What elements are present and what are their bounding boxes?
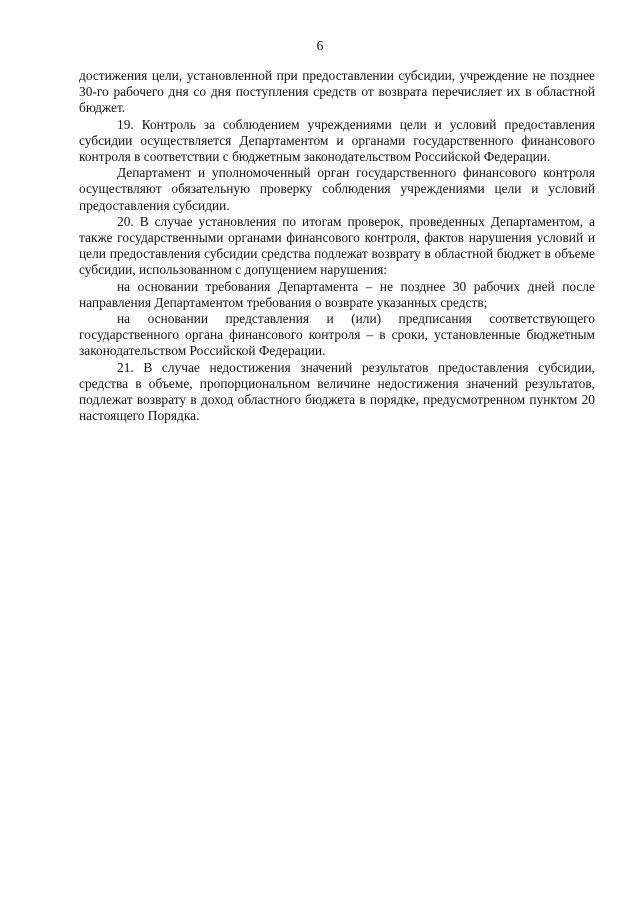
page-number: 6 — [316, 38, 324, 53]
paragraph-19: 19. Контроль за соблюдением учреждениями цели и условий предоставления субсидии осуществляется Департаментом и органами государственного финансового контроля в соответствии с бюджетным законодательством Российской Федерации. — [79, 116, 595, 165]
paragraph-20-requirement: на основании требования Департамента – не позднее 30 рабочих дней после направления Департаментом требования о возврате указанных средств; — [79, 278, 595, 310]
paragraph-21: 21. В случае недостижения значений результатов предоставления субсидии, средства в объеме, пропорциональном величине недостижения значений результатов, подлежат возврату в доход областного бюджета в порядке, предусмотренном пунктом 20 настоящего Порядка. — [79, 359, 595, 424]
paragraph-continuation: достижения цели, установленной при предоставлении субсидии, учреждение не позднее 30-го рабочего дня со дня поступления средств от возврата перечисляет их в областной бюджет. — [79, 68, 595, 116]
paragraph-20: 20. В случае установления по итогам проверок, проведенных Департаментом, а также государственными органами финансового контроля, фактов нарушения условий и цели предоставления субсидии средства подлежат возврату в областной бюджет в объеме субсидии, использованном с допущением нарушения: — [79, 213, 595, 278]
document-body — [79, 68, 595, 424]
paragraph-20-representation: на основании представления и (или) предписания соответствующего государственного органа финансового контроля – в сроки, установленные бюджетным законодательством Российской Федерации. — [79, 311, 595, 359]
paragraph-19-department: Департамент и уполномоченный орган государственного финансового контроля осуществляют обязательную проверку соблюдения учреждениями цели и условий предоставления субсидии. — [79, 165, 595, 213]
